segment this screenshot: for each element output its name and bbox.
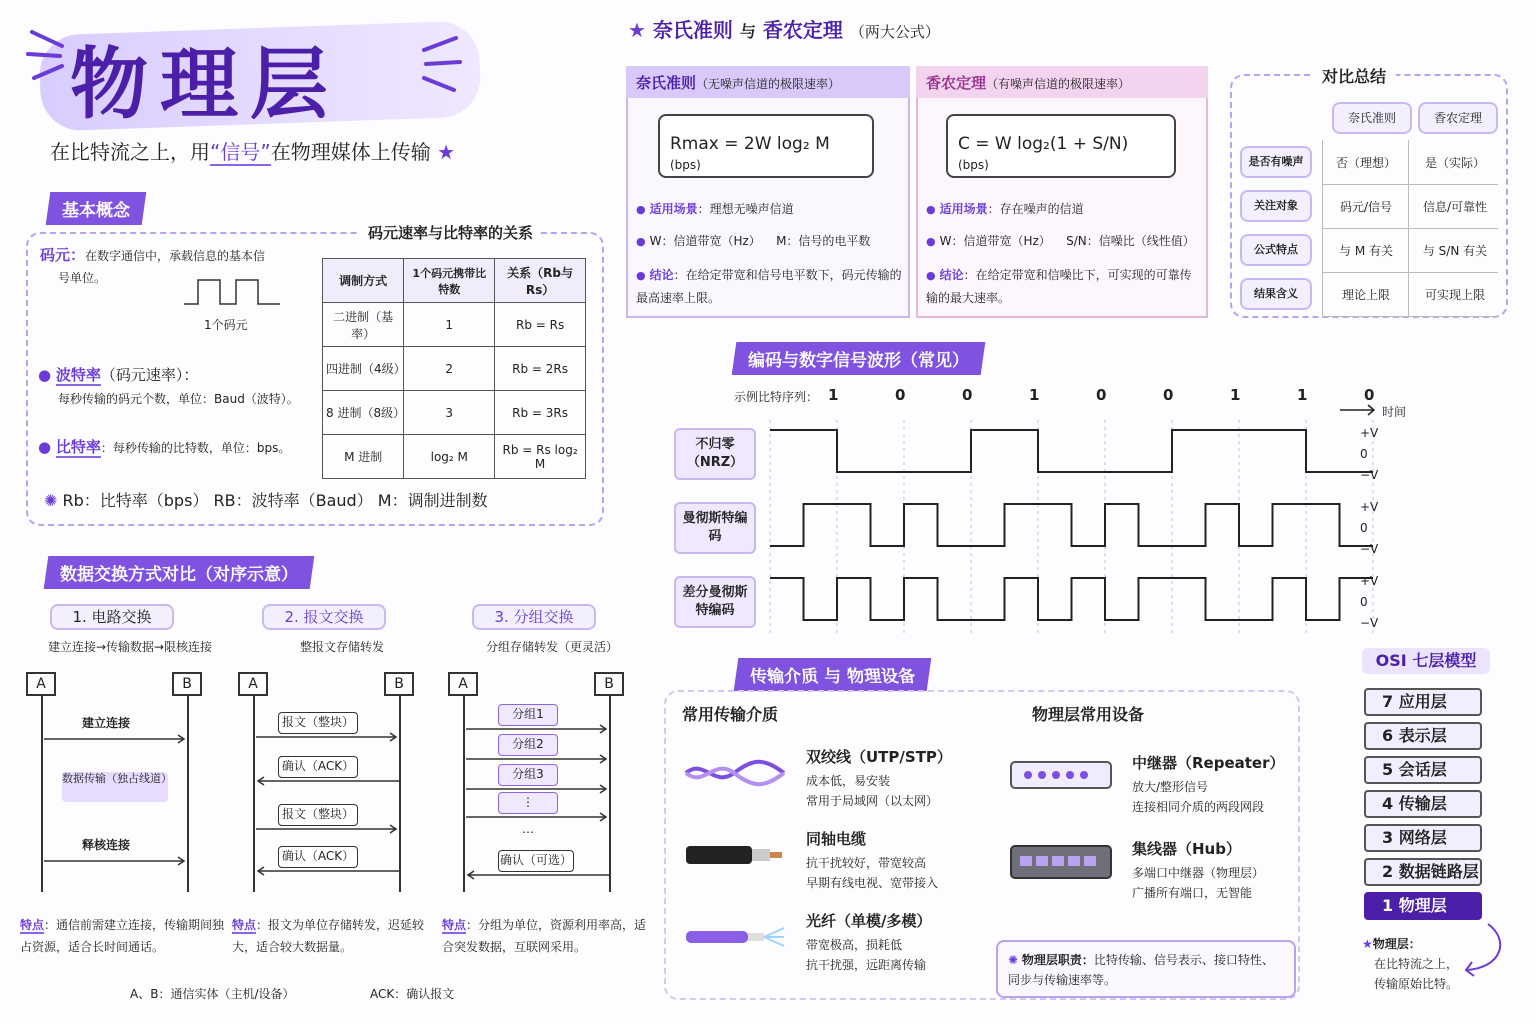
compare-divider bbox=[1322, 184, 1498, 185]
nyquist-w: ● W：信道带宽（Hz） M：信号的电平数 bbox=[636, 232, 870, 249]
entity-a: A bbox=[448, 672, 478, 696]
compare-cell: 是（实际） bbox=[1424, 156, 1485, 170]
compare-cell: 否（理想） bbox=[1335, 156, 1396, 170]
level-label: −V bbox=[1360, 616, 1379, 630]
message-label: 确认（ACK） bbox=[278, 756, 358, 778]
compare-divider bbox=[1322, 228, 1498, 229]
exchange-sub-2: 整报文存储转发 bbox=[299, 640, 384, 654]
bit-block: ● 比特率：每秒传输的比特数，单位：bps。 bbox=[38, 438, 291, 456]
baud-desc: 每秒传输的码元个数，单位：Baud（波特）。 bbox=[58, 392, 299, 406]
note-text: ：报文为单位存储转发，迟延较大，适合较大数据量。 bbox=[232, 918, 425, 954]
compare-row-label: 公式特点 bbox=[1240, 234, 1312, 266]
exchange-sub-1: 建立连接→传输数据→限核连接 bbox=[47, 640, 213, 654]
nyquist-formula: Rmax = 2W log₂ M (bps) bbox=[658, 114, 874, 178]
bit-seq-label: 示例比特序列： bbox=[734, 390, 819, 404]
baud-block: ● 波特率（码元速率）： bbox=[38, 366, 199, 384]
lightbulb-icon: ✺ bbox=[44, 491, 58, 510]
exchange-note-2 bbox=[232, 914, 438, 958]
media-header: 传输介质 与 物理设备 bbox=[734, 658, 931, 691]
message-label: 释核连接 bbox=[81, 838, 130, 852]
media-point: 常用于局域网（以太网） bbox=[806, 794, 939, 808]
osi-layer-2: 2 数据链路层 bbox=[1364, 858, 1482, 886]
shannon-w: ● W：信道带宽（Hz） S/N：信噪比（线性值） bbox=[926, 232, 1195, 249]
device-title: 物理层常用设备 bbox=[1024, 702, 1152, 725]
message-arrow bbox=[42, 856, 190, 866]
rate-table: 调制方式 1个码元携带比特数 关系（Rb与Rs） 二进制（基率） 1 Rb = Rs 四进制（4级） 2 Rb = 2Rs 8 进制（8级） 3 Rb = 3Rs M 进制 log₂ M Rb = Rs log₂ M bbox=[322, 258, 586, 479]
compare-row-label: 关注对象 bbox=[1240, 190, 1312, 222]
note-label: 特点 bbox=[442, 918, 467, 932]
level-label: 0 bbox=[1360, 521, 1368, 535]
basic-header: 基本概念 bbox=[46, 192, 147, 225]
message-label: 分组1 bbox=[498, 704, 558, 726]
symbol-waveform bbox=[180, 276, 300, 316]
lifeline-b bbox=[399, 696, 401, 892]
device-name: 中继器（Repeater） bbox=[1132, 754, 1285, 772]
device-point: 广播所有端口，无智能 bbox=[1132, 886, 1253, 900]
data-transfer-block: 数据传输（独占线道） bbox=[62, 772, 168, 802]
message-arrow bbox=[254, 824, 402, 834]
hub-icon bbox=[1010, 840, 1112, 880]
message-label: 分组3 bbox=[498, 764, 558, 786]
device-point: 多端口中继器（物理层） bbox=[1132, 866, 1265, 880]
compare-cell: 可实现上限 bbox=[1424, 288, 1485, 302]
entity-b: B bbox=[172, 672, 202, 696]
time-arrow-icon bbox=[1340, 404, 1380, 416]
level-label: +V bbox=[1360, 500, 1379, 514]
page-title: 物理层 bbox=[70, 40, 341, 130]
message-label: 确认（ACK） bbox=[278, 846, 358, 868]
star-icon: ★ bbox=[628, 18, 646, 42]
message-arrow bbox=[464, 754, 612, 764]
repeater-icon bbox=[1010, 756, 1112, 790]
note-text: ：通信前需建立连接，传输期间独占资源，适合长时间通话。 bbox=[20, 918, 225, 954]
bit-value: 1 bbox=[1297, 386, 1308, 404]
exchange-footer-2: ACK：确认报文 bbox=[370, 987, 455, 1001]
compare-divider bbox=[1322, 272, 1498, 273]
entity-b: B bbox=[594, 672, 624, 696]
message-label: 分组2 bbox=[498, 734, 558, 756]
encoding-row-label: 曼彻斯特编码 bbox=[674, 502, 756, 554]
compare-title: 对比总结 bbox=[1312, 64, 1396, 87]
message-label: 建立连接 bbox=[81, 716, 130, 730]
message-arrow bbox=[254, 866, 402, 876]
bit-value: 0 bbox=[1096, 386, 1107, 404]
shannon-conc: ● 结论：在给定带宽和信噪比下，可实现的可靠传输的最大速率。 bbox=[926, 264, 1200, 309]
lightbulb-icon: ✺ bbox=[1008, 953, 1019, 967]
bit-value: 0 bbox=[1364, 386, 1375, 404]
exchange-note-3 bbox=[442, 914, 648, 958]
subtitle: 在比特流之上，用“信号”在物理媒体上传输 ★ bbox=[50, 140, 456, 164]
lifeline-a bbox=[253, 696, 255, 892]
compare-divider bbox=[1322, 316, 1498, 317]
message-label: … bbox=[522, 822, 534, 836]
bit-value: 1 bbox=[1230, 386, 1241, 404]
coax-cable-icon bbox=[686, 842, 786, 868]
entity-b: B bbox=[384, 672, 414, 696]
compare-row-label: 是否有噪声 bbox=[1240, 146, 1312, 178]
media-name: 双绞线（UTP/STP） bbox=[806, 748, 952, 766]
level-label: 0 bbox=[1360, 595, 1368, 609]
one-symbol-label: 1个码元 bbox=[204, 318, 248, 332]
compare-col-header: 奈氏准则 bbox=[1332, 102, 1412, 134]
bit-value: 0 bbox=[1163, 386, 1174, 404]
exchange-sub-3: 分组存储转发（更灵活） bbox=[485, 640, 618, 654]
bit-value: 1 bbox=[1029, 386, 1040, 404]
level-label: +V bbox=[1360, 574, 1379, 588]
common-media-title: 常用传输介质 bbox=[682, 705, 779, 724]
osi-stack bbox=[1364, 688, 1482, 926]
media-name: 光纤（单模/多模） bbox=[806, 912, 932, 930]
ns-header: ★ 奈氏准则 与 香农定理 （两大公式） bbox=[628, 18, 940, 42]
encoding-row-label: 差分曼彻斯特编码 bbox=[674, 576, 756, 628]
media-point: 抗干扰较好，带宽较高 bbox=[806, 856, 927, 870]
osi-layer-3: 3 网络层 bbox=[1364, 824, 1482, 852]
compare-row-label: 结果含义 bbox=[1240, 278, 1312, 310]
encoding-header: 编码与数字信号波形（常见） bbox=[732, 342, 986, 375]
level-label: +V bbox=[1360, 426, 1379, 440]
osi-layer-4: 4 传输层 bbox=[1364, 790, 1482, 818]
fiber-optic-icon bbox=[686, 924, 786, 950]
message-label: 报文（整块） bbox=[278, 804, 358, 826]
note-label: 特点 bbox=[232, 918, 257, 932]
waveform-nrz bbox=[770, 430, 1373, 472]
device-name: 集线器（Hub） bbox=[1132, 840, 1241, 858]
message-arrow bbox=[464, 870, 612, 880]
bit-value: 0 bbox=[895, 386, 906, 404]
compare-vline bbox=[1408, 140, 1409, 316]
curved-arrow-icon bbox=[1458, 920, 1508, 978]
star-icon: ★ bbox=[1362, 937, 1373, 951]
symbol-block: 码元：在数字通信中，承载信息的基本信 号单位。 bbox=[40, 246, 266, 285]
nyquist-conc: ● 结论：在给定带宽和信号电平数下，码元传输的最高速率上限。 bbox=[636, 264, 904, 309]
entity-a: A bbox=[238, 672, 268, 696]
device-point: 放大/整形信号 bbox=[1132, 780, 1209, 794]
exchange-footer-1: A、B：通信实体（主机/设备） bbox=[130, 987, 295, 1001]
compare-col-header: 香农定理 bbox=[1418, 102, 1498, 134]
compare-vline bbox=[1322, 140, 1323, 316]
compare-cell: 与 S/N 有关 bbox=[1422, 244, 1488, 258]
bit-value: 0 bbox=[962, 386, 973, 404]
shannon-formula: C = W log₂(1 + S/N) (bps) bbox=[946, 114, 1176, 178]
level-label: 0 bbox=[1360, 447, 1368, 461]
osi-note: ★物理层： 在比特流之上， 传输原始比特。 bbox=[1362, 937, 1459, 991]
time-label: 时间 bbox=[1382, 405, 1407, 419]
device-point: 连接相同介质的两段网段 bbox=[1132, 800, 1265, 814]
waveform-chart bbox=[660, 420, 1400, 640]
media-point: 抗干扰强，远距离传输 bbox=[806, 958, 927, 972]
osi-layer-7: 7 应用层 bbox=[1364, 688, 1482, 716]
message-arrow bbox=[254, 732, 402, 742]
encoding-row-label: 不归零（NRZ） bbox=[674, 428, 756, 480]
exchange-note-1 bbox=[20, 914, 226, 958]
level-label: −V bbox=[1360, 468, 1379, 482]
message-label: 确认（可选） bbox=[498, 850, 574, 872]
media-point: 早期有线电视、宽带接入 bbox=[806, 876, 939, 890]
exchange-title-3: 3. 分组交换 bbox=[472, 604, 596, 630]
sparkle-left-icon bbox=[22, 24, 70, 84]
message-label: 报文（整块） bbox=[278, 712, 358, 734]
rate-table-title: 码元速率与比特率的关系 bbox=[360, 222, 541, 243]
media-point: 成本低，易安装 bbox=[806, 774, 891, 788]
osi-layer-5: 5 会话层 bbox=[1364, 756, 1482, 784]
level-label: −V bbox=[1360, 542, 1379, 556]
waveform-manchester bbox=[770, 504, 1373, 546]
note-label: 特点 bbox=[20, 918, 45, 932]
bit-value: 1 bbox=[828, 386, 839, 404]
nyquist-card-header: 奈氏准则（无噪声信道的极限速率） bbox=[626, 66, 910, 98]
osi-layer-6: 6 表示层 bbox=[1364, 722, 1482, 750]
media-name: 同轴电缆 bbox=[806, 830, 867, 848]
nyquist-scene: ● 适用场景：理想无噪声信道 bbox=[636, 200, 794, 217]
duty-box: ✺ 物理层职责：比特传输、信号表示、接口特性、同步与传输速率等。 bbox=[996, 940, 1296, 998]
message-arrow bbox=[42, 734, 190, 744]
osi-layer-1: 1 物理层 bbox=[1364, 892, 1482, 920]
compare-cell: 与 M 有关 bbox=[1339, 244, 1393, 258]
exchange-title-2: 2. 报文交换 bbox=[262, 604, 386, 630]
twisted-pair-icon bbox=[684, 758, 788, 788]
message-label: ⋮ bbox=[498, 792, 558, 814]
compare-cell: 码元/信号 bbox=[1339, 200, 1393, 214]
osi-title: OSI 七层模型 bbox=[1362, 648, 1490, 674]
shannon-card-header: 香农定理（有噪声信道的极限速率） bbox=[916, 66, 1208, 98]
shannon-scene: ● 适用场景：存在噪声的信道 bbox=[926, 200, 1084, 217]
compare-cell: 信息/可靠性 bbox=[1422, 200, 1488, 214]
media-point: 带宽极高，损耗低 bbox=[806, 938, 903, 952]
message-arrow bbox=[254, 776, 402, 786]
waveform-diff-manchester bbox=[770, 578, 1373, 620]
entity-a: A bbox=[26, 672, 56, 696]
note-text: ：分组为单位，资源利用率高，适合突发数据，互联网采用。 bbox=[442, 918, 647, 954]
basic-legend: ✺ Rb：比特率（bps） RB：波特率（Baud） M：调制进制数 bbox=[44, 491, 488, 510]
star-icon: ★ bbox=[437, 140, 456, 164]
compare-cell: 理论上限 bbox=[1341, 288, 1390, 302]
sparkle-right-icon bbox=[418, 34, 466, 94]
exchange-title-1: 1. 电路交换 bbox=[50, 604, 174, 630]
message-arrow bbox=[464, 724, 612, 734]
exchange-header: 数据交换方式对比（对序示意） bbox=[44, 556, 315, 589]
